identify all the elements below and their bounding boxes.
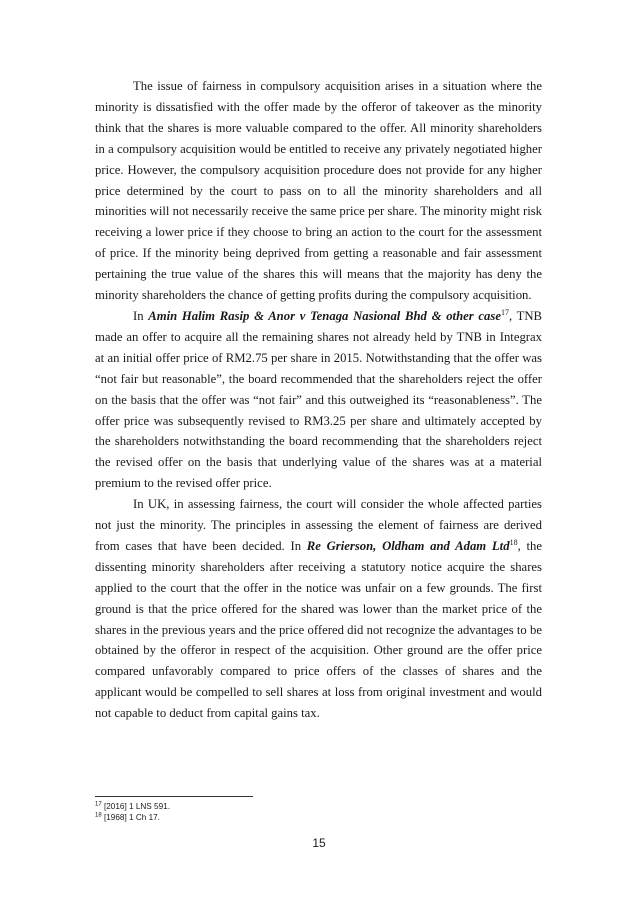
footnotes (95, 801, 170, 823)
paragraph-2 (95, 306, 542, 494)
paragraph-2-lead: In (133, 308, 149, 323)
footnote-number: 18 (95, 812, 102, 819)
paragraph-3-text: , the dissenting minority shareholders after receiving a statutory notice acquire the shares applied to the court that the offer in the notice was unfair on a few grounds. The first ground is that the price offered for the shared was lower than the market price of the shares in the previous years and the price offered did not recognize the advantages to be obtained by the offeror in respect of the acquisition. Other ground are the offer price compared unfavorably compared to price offers of the classes of shares and the applicant would be compelled to sell shares at loss from original investment and would not capable to deduct from capital gains tax. (95, 538, 542, 721)
footnote-18 (95, 812, 170, 823)
footnote-number: 17 (95, 801, 102, 808)
case-name-re-grierson: Re Grierson, Oldham and Adam Ltd (306, 538, 510, 553)
footnote-ref-18[interactable]: 18 (509, 537, 518, 547)
paragraph-1-text: The issue of fairness in compulsory acquisition arises in a situation where the minority is dissatisfied with the offer made by the offeror of takeover as the minority think that the shares is more valuable compared to the offer. All minority shareholders in a compulsory acquisition would be entitled to receive any privately negotiated higher price. However, the compulsory acquisition procedure does not provide for any higher price determined by the court to pass on to all the minority shareholders and all minorities will not necessarily receive the same price per share. The minority might risk receiving a lower price if they choose to bring an action to the court for the assessment of price. If the minority being deprived from getting a reasonable and fair assessment pertaining the true value of the shares this will means that the majority has deny the minority shareholders the chance of getting profits during the compulsory acquisition. (95, 79, 542, 303)
paragraph-3-lead: In UK, in assessing fairness, the court will consider the whole affected parties not just the minority. The principles in assessing the element of fairness are derived from cases that have been decided. In (95, 497, 542, 553)
paragraph-2-text: , TNB made an offer to acquire all the remaining shares not already held by TNB in Integrax at an initial offer price of RM2.75 per share in 2015. Notwithstanding that the offer was “not fair but reasonable”, the board recommended that the shareholders reject the offer on the basis that the offer was “not fair” and this outweighed its “reasonableness”. The offer price was subsequently revised to RM3.25 per share and ultimately accepted by the shareholders notwithstanding the board recommending that the shareholders reject the revised offer on the basis that underlying value of the shares was at a material premium to the revised offer price. (95, 308, 543, 491)
footnote-ref-17[interactable]: 17 (500, 307, 509, 317)
footnote-text: [2016] 1 LNS 591. (103, 802, 170, 811)
paragraph-1 (95, 76, 542, 306)
page-number: 15 (312, 836, 326, 850)
footnote-separator (95, 796, 253, 797)
body-text (95, 76, 542, 724)
footnote-text: [1968] 1 Ch 17. (103, 813, 160, 822)
footnote-17 (95, 801, 170, 812)
case-name-amin-halim: Amin Halim Rasip & Anor v Tenaga Nasional Bhd & other case (148, 308, 501, 323)
paragraph-3 (95, 494, 542, 724)
